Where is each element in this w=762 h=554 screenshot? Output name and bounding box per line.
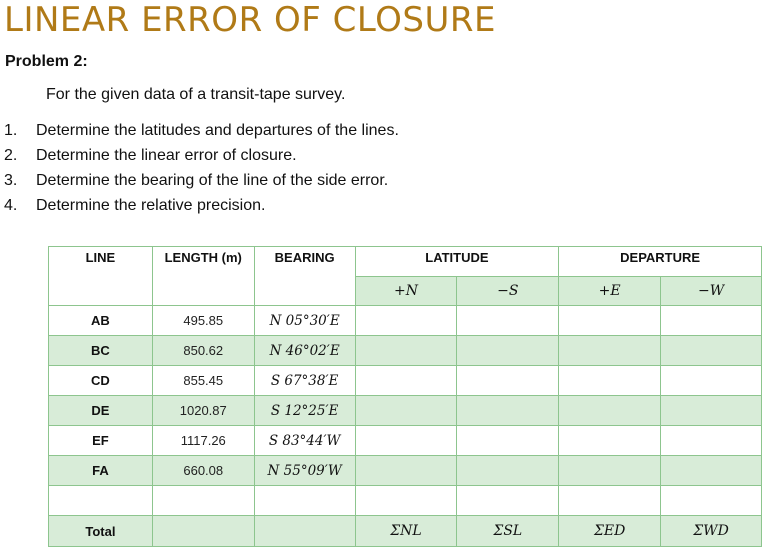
header-bearing: BEARING — [254, 247, 355, 306]
table-row: EF 1117.26 S 83°44′W — [49, 426, 762, 456]
subheader-north: +N — [355, 277, 457, 306]
table-row: DE 1020.87 S 12°25′E — [49, 396, 762, 426]
header-line: LINE — [49, 247, 153, 306]
table-row: AB 495.85 N 05°30′E — [49, 306, 762, 336]
subheader-west: −W — [661, 277, 762, 306]
header-departure: DEPARTURE — [559, 247, 762, 277]
table-row: CD 855.45 S 67°38′E — [49, 366, 762, 396]
total-label: Total — [49, 516, 153, 547]
sum-west: ΣWD — [661, 516, 762, 547]
header-latitude: LATITUDE — [355, 247, 559, 277]
page-title: LINEAR ERROR OF CLOSURE — [4, 0, 496, 40]
task-item: 3. Determine the bearing of the line of the side error. — [4, 172, 389, 189]
task-item: 4. Determine the relative precision. — [4, 197, 266, 214]
table-row-empty — [49, 486, 762, 516]
problem-label: Problem 2: — [5, 53, 88, 70]
sum-north: ΣNL — [355, 516, 457, 547]
subheader-south: −S — [457, 277, 559, 306]
table-row: FA 660.08 N 55°09′W — [49, 456, 762, 486]
task-list — [4, 121, 399, 221]
table-row: BC 850.62 N 46°02′E — [49, 336, 762, 366]
header-length: LENGTH (m) — [152, 247, 254, 306]
subheader-east: +E — [559, 277, 661, 306]
sum-east: ΣED — [559, 516, 661, 547]
problem-intro: For the given data of a transit-tape survey. — [46, 86, 346, 103]
table-total-row — [49, 516, 762, 547]
sum-south: ΣSL — [457, 516, 559, 547]
table-header-row — [49, 247, 762, 277]
task-item: 2. Determine the linear error of closure. — [4, 147, 297, 164]
survey-table — [48, 246, 762, 547]
task-item: 1. Determine the latitudes and departures of the lines. — [4, 122, 399, 139]
